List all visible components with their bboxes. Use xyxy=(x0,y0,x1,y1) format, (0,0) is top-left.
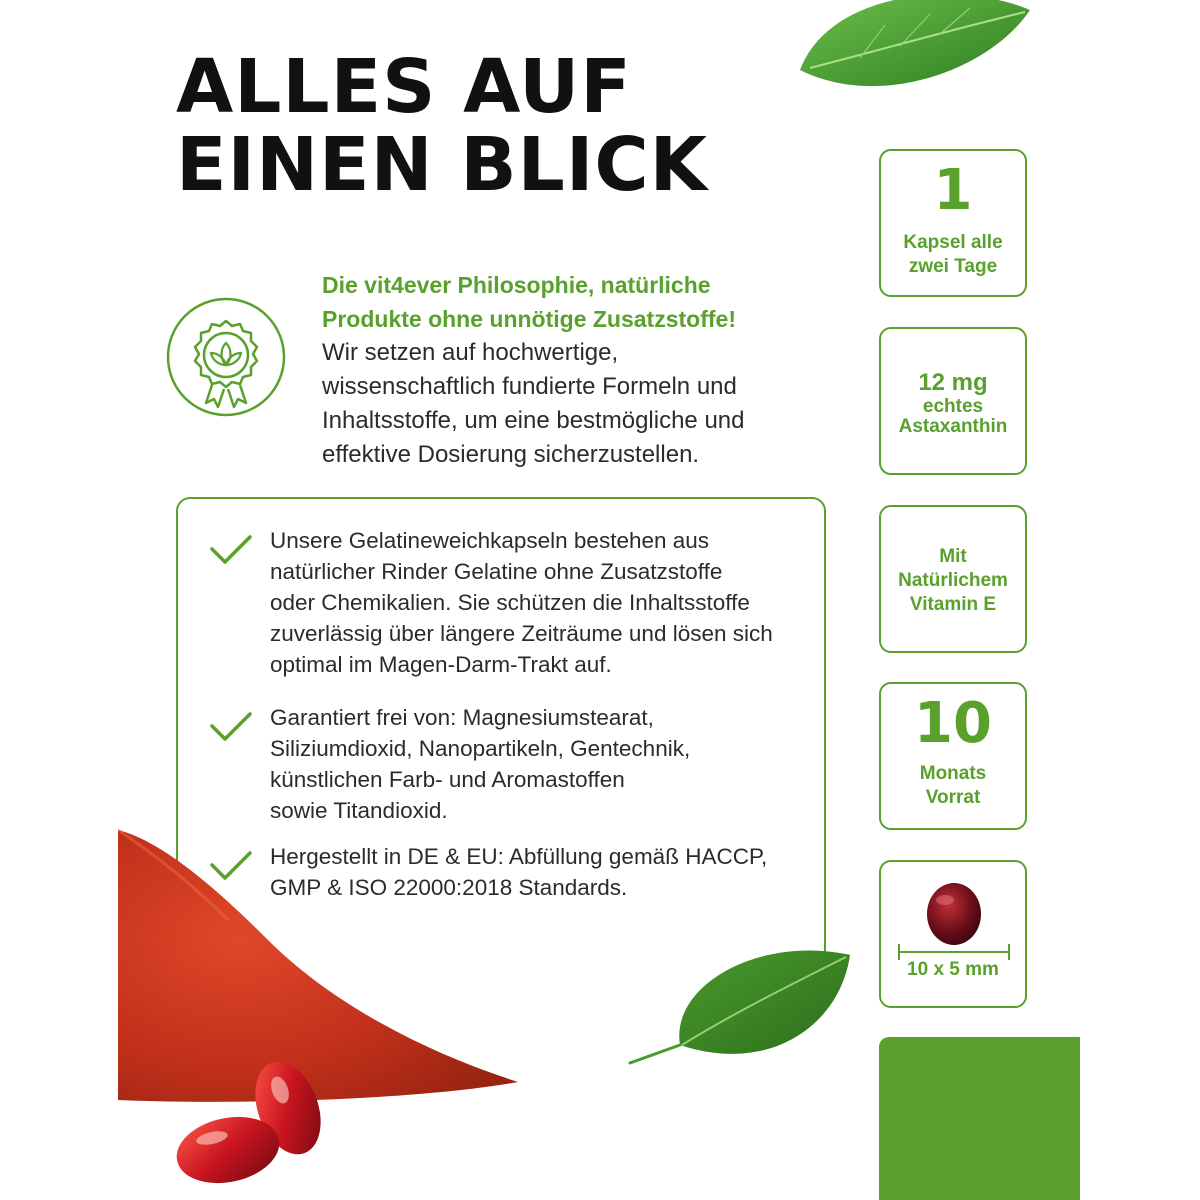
benefit-line: Garantiert frei von: Magnesiumstearat, xyxy=(270,705,654,730)
benefit-item-capsules xyxy=(208,525,798,680)
lead-line: Die vit4ever Philosophie, natürliche xyxy=(322,272,711,298)
capsule-icon xyxy=(895,872,1013,968)
dosage-label: zwei Tage xyxy=(908,256,998,277)
benefit-line: sowie Titandioxid. xyxy=(270,798,448,823)
philosophy-body xyxy=(322,336,822,472)
card-astaxanthin xyxy=(879,327,1027,475)
vitamin-label: Vitamin E xyxy=(909,594,997,615)
card-supply xyxy=(879,682,1027,830)
philosophy-intro xyxy=(322,268,822,472)
body-line: Wir setzen auf hochwertige, xyxy=(322,339,619,366)
astaxanthin-amount: 12 mg xyxy=(918,369,988,396)
supply-label: Monats xyxy=(919,763,987,784)
headline-line-1: ALLES AUF xyxy=(176,44,632,130)
benefit-line: natürlicher Rinder Gelatine ohne Zusatzstoffe xyxy=(270,559,723,584)
benefit-line: Siliziumdioxid, Nanopartikeln, Gentechnik, xyxy=(270,736,691,761)
headline-line-2: EINEN BLICK xyxy=(176,122,708,208)
benefit-line: künstlichen Farb- und Aromastoffen xyxy=(270,767,625,792)
philosophy-lead xyxy=(322,268,822,336)
astaxanthin-label: Astaxanthin xyxy=(898,416,1008,437)
vitamin-label: Natürlichem xyxy=(898,570,1008,591)
dosage-label: Kapsel alle xyxy=(903,232,1003,253)
page-headline xyxy=(176,44,708,208)
supply-number: 10 xyxy=(914,691,992,756)
checkmark-icon xyxy=(208,533,254,567)
benefit-line: Hergestellt in DE & EU: Abfüllung gemäß HACCP, xyxy=(270,844,768,869)
basil-leaf-image xyxy=(790,0,1040,100)
card-capsule-size xyxy=(879,860,1027,1008)
benefit-line: oder Chemikalien. Sie schützen die Inhaltsstoffe xyxy=(270,590,750,615)
vitamin-label: Mit xyxy=(939,546,967,567)
quality-badge-icon xyxy=(164,295,288,419)
benefit-line: Unsere Gelatineweichkapseln bestehen aus xyxy=(270,528,710,553)
basil-leaf-image xyxy=(620,945,860,1085)
dosage-number: 1 xyxy=(933,158,973,223)
softgel-capsules-image xyxy=(160,1050,350,1200)
card-dosage xyxy=(879,149,1027,297)
green-accent-block xyxy=(879,1037,1080,1200)
capsule-size-label: 10 x 5 mm xyxy=(907,959,999,980)
benefit-text xyxy=(270,702,798,826)
body-line: effektive Dosierung sicherzustellen. xyxy=(322,441,700,468)
lead-line: Produkte ohne unnötige Zusatzstoffe! xyxy=(322,306,736,332)
benefit-line: zuverlässig über längere Zeiträume und lösen sich xyxy=(270,621,773,646)
body-line: Inhaltsstoffe, um eine bestmögliche und xyxy=(322,407,745,434)
body-line: wissenschaftlich fundierte Formeln und xyxy=(322,373,737,400)
checkmark-icon xyxy=(208,710,254,744)
card-vitamin-e xyxy=(879,505,1027,653)
supply-label: Vorrat xyxy=(925,787,981,808)
benefit-item-free-from xyxy=(208,702,798,826)
astaxanthin-label: echtes xyxy=(922,396,984,417)
benefit-text xyxy=(270,525,798,680)
benefit-line: GMP & ISO 22000:2018 Standards. xyxy=(270,875,628,900)
benefit-line: optimal im Magen-Darm-Trakt auf. xyxy=(270,652,612,677)
